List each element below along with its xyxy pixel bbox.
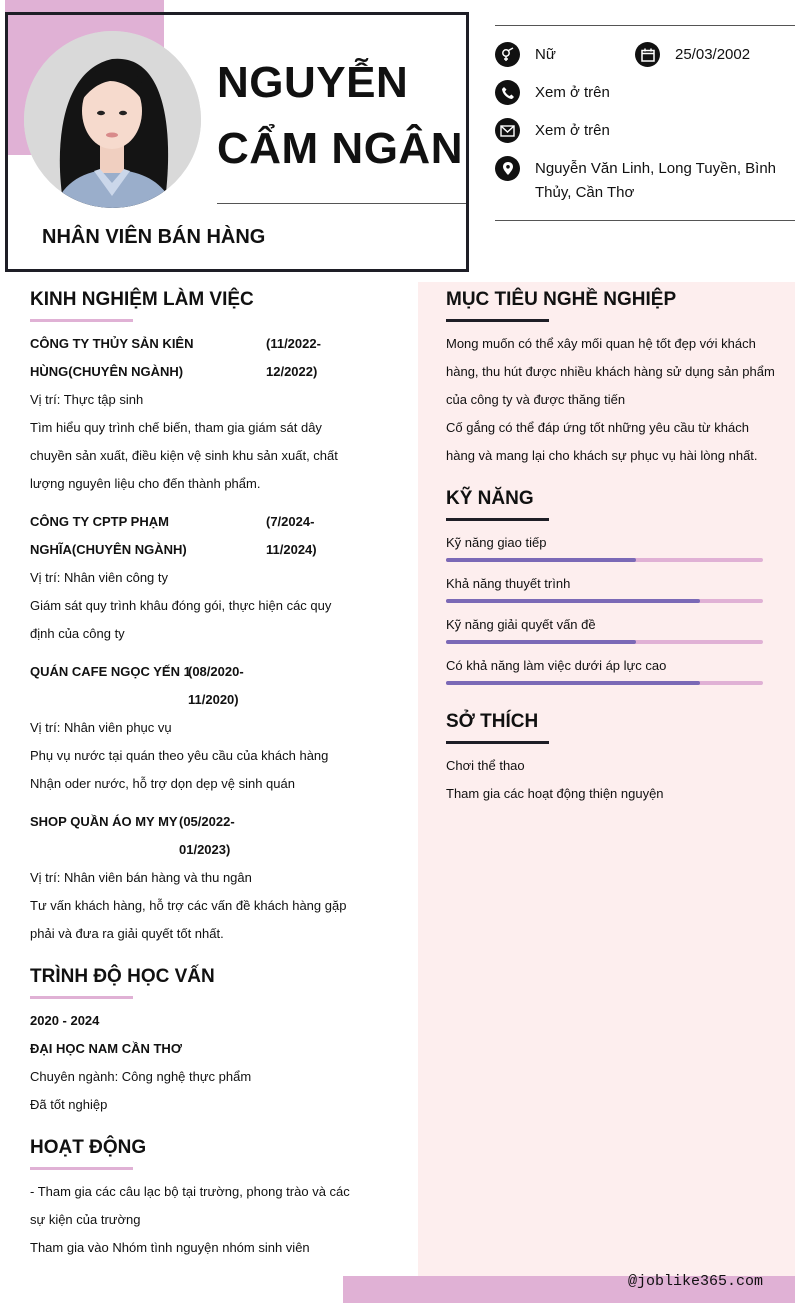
job-description: Phụ vụ nước tại quán theo yêu cầu của khách hàng (30, 748, 329, 763)
job-date: 01/2023) (179, 842, 231, 857)
activity-item: - Tham gia các câu lạc bộ tại trường, phong trào và các (30, 1184, 350, 1199)
hobbies-underline (446, 741, 549, 744)
skill-bar-fill (446, 681, 700, 685)
objective-text: hàng và mang lại cho khách sự phục vụ hài lòng nhất. (446, 448, 758, 463)
job-description: phải và đưa ra giải quyết tốt nhất. (30, 926, 224, 941)
skill-label: Khả năng thuyết trình (446, 576, 571, 591)
activities-underline (30, 1167, 133, 1170)
job-date: (7/2024- (266, 514, 315, 529)
job-date: 11/2020) (188, 692, 239, 707)
job-position: Vị trí: Thực tập sinh (30, 392, 144, 407)
address-line-1: Nguyễn Văn Linh, Long Tuyền, Bình (535, 160, 777, 177)
job-title: NHÂN VIÊN BÁN HÀNG (42, 226, 266, 248)
objective-title: MỤC TIÊU NGHỀ NGHIỆP (446, 289, 677, 310)
objective-text: Cố gắng có thể đáp ứng tốt những yêu cầu từ khách (446, 420, 749, 435)
skill-bar (446, 681, 763, 685)
objective-text: của công ty và được thăng tiến (446, 392, 626, 407)
education-major: Chuyên ngành: Công nghệ thực phẩm (30, 1069, 252, 1084)
info-top-divider (495, 25, 795, 26)
job-description: Tìm hiểu quy trình chế biến, tham gia giám sát dây (30, 420, 322, 435)
mail-icon (495, 118, 520, 143)
job-description: Tư vấn khách hàng, hỗ trợ các vấn đề khách hàng gặp (30, 898, 347, 913)
experience-title: KINH NGHIỆM LÀM VIỆC (30, 289, 254, 310)
experience-underline (30, 319, 133, 322)
skill-label: Kỹ năng giải quyết vấn đề (446, 617, 596, 632)
phone-icon (495, 80, 520, 105)
objective-underline (446, 319, 549, 322)
skill-label: Kỹ năng giao tiếp (446, 535, 547, 550)
location-icon (495, 156, 520, 181)
calendar-icon (635, 42, 660, 67)
objective-text: hàng, thu hút được nhiều khách hàng sử dụng sản phẩm (446, 364, 775, 379)
activities-title: HOẠT ĐỘNG (30, 1137, 147, 1158)
dob-value: 25/03/2002 (675, 46, 751, 63)
job-company: SHOP QUẦN ÁO MY MY (30, 814, 178, 829)
job-date: 11/2024) (266, 542, 317, 557)
job-description: Giám sát quy trình khâu đóng gói, thực hiện các quy (30, 598, 332, 613)
education-title: TRÌNH ĐỘ HỌC VẤN (30, 966, 215, 987)
job-company: NGHĨA(CHUYÊN NGÀNH) (30, 542, 187, 557)
job-company: CÔNG TY CPTP PHẠM (30, 514, 169, 529)
skills-underline (446, 518, 549, 521)
job-position: Vị trí: Nhân viên phục vụ (30, 720, 172, 735)
activity-item: sự kiện của trường (30, 1212, 141, 1227)
job-description: chuyền sản xuất, điều kiện vệ sinh khu sản xuất, chất (30, 448, 338, 463)
activity-item: Tham gia vào Nhóm tình nguyện nhóm sinh viên (30, 1240, 310, 1255)
name-divider (217, 203, 466, 204)
job-description: định của công ty (30, 626, 125, 641)
address-line-2: Thủy, Cần Thơ (535, 184, 635, 201)
education-underline (30, 996, 133, 999)
job-position: Vị trí: Nhân viên bán hàng và thu ngân (30, 870, 252, 885)
job-date: (11/2022- (266, 336, 321, 351)
skill-bar-fill (446, 558, 636, 562)
education-school: ĐẠI HỌC NAM CẦN THƠ (30, 1041, 182, 1056)
education-status: Đã tốt nghiệp (30, 1097, 108, 1112)
job-description: Nhận oder nước, hỗ trợ dọn dẹp vệ sinh quán (30, 776, 295, 791)
job-company: QUÁN CAFE NGỌC YẾN 1 (30, 664, 191, 679)
hobby-item: Tham gia các hoạt động thiện nguyện (446, 786, 664, 801)
skill-bar (446, 599, 763, 603)
skill-label: Có khả năng làm việc dưới áp lực cao (446, 658, 667, 673)
candidate-name-line-1: NGUYỄN (217, 58, 409, 107)
job-company: HÙNG(CHUYÊN NGÀNH) (30, 364, 184, 379)
hobby-item: Chơi thể thao (446, 758, 525, 773)
job-date: (08/2020- (188, 664, 244, 679)
phone-value: Xem ở trên (535, 84, 610, 101)
job-date: (05/2022- (179, 814, 235, 829)
skill-bar (446, 558, 763, 562)
skills-title: KỸ NĂNG (446, 488, 534, 509)
gender-icon (495, 42, 520, 67)
watermark-text: @joblike365.com (628, 1273, 764, 1290)
info-bottom-divider (495, 220, 795, 221)
candidate-name-line-2: CẨM NGÂN (217, 124, 463, 173)
email-value: Xem ở trên (535, 122, 610, 139)
job-position: Vị trí: Nhân viên công ty (30, 570, 169, 585)
skill-bar (446, 640, 763, 644)
gender-value: Nữ (535, 46, 556, 63)
skill-bar-fill (446, 599, 700, 603)
job-date: 12/2022) (266, 364, 318, 379)
objective-text: Mong muốn có thể xây mối quan hệ tốt đẹp với khách (446, 336, 756, 351)
skill-bar-fill (446, 640, 636, 644)
hobbies-title: SỞ THÍCH (446, 711, 539, 732)
job-company: CÔNG TY THỦY SẢN KIÊN (30, 336, 194, 351)
job-description: lượng nguyên liệu cho đến thành phẩm. (30, 476, 261, 491)
profile-photo (24, 31, 201, 208)
education-years: 2020 - 2024 (30, 1013, 100, 1028)
